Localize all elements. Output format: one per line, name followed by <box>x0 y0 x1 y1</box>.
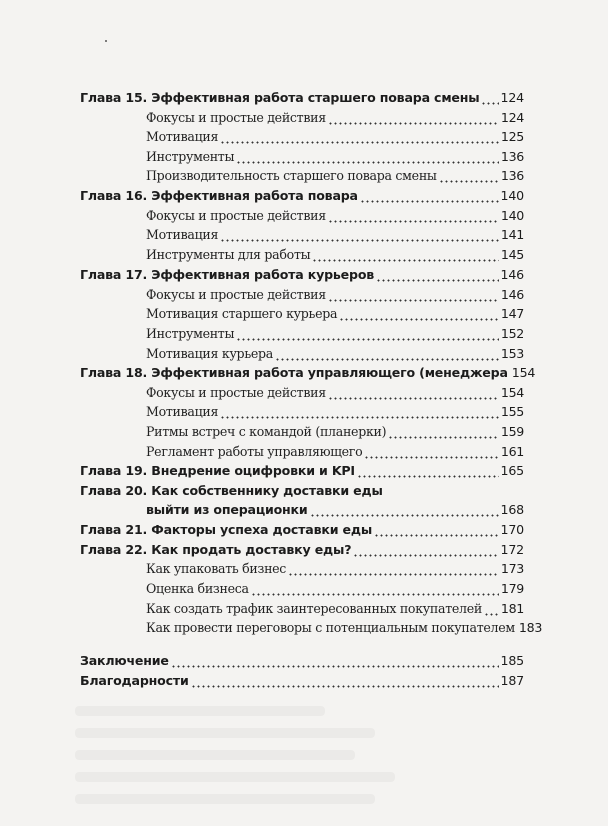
chapter-label: Глава 16. Эффективная работа повара <box>80 188 358 203</box>
toc-section[interactable] <box>146 108 524 128</box>
section-label: Регламент работы управляющего <box>146 444 363 459</box>
toc-section[interactable] <box>146 559 524 579</box>
toc-section[interactable] <box>146 166 524 186</box>
dot-leader <box>328 291 499 302</box>
section-label: Мотивация старшего курьера <box>146 306 338 321</box>
page-number: 153 <box>500 346 524 361</box>
section-label: Мотивация <box>146 129 219 144</box>
toc-section[interactable] <box>146 599 524 619</box>
dot-leader <box>376 271 499 282</box>
toc-section[interactable] <box>146 402 524 422</box>
toc-section[interactable] <box>146 225 524 245</box>
dot-leader <box>339 310 499 321</box>
chapter-label: Глава 20. Как собственнику доставки еды <box>80 483 383 498</box>
dot-leader <box>360 192 499 203</box>
page-number: 147 <box>500 306 524 321</box>
section-label: Ритмы встреч с командой (планерки) <box>146 424 387 439</box>
chapter-label-continued: выйти из операционки <box>146 502 308 517</box>
toc-chapter-20-line1[interactable] <box>80 481 524 501</box>
toc-section[interactable] <box>146 324 524 344</box>
toc-section[interactable] <box>146 206 524 226</box>
toc-chapter-19[interactable] <box>80 461 524 481</box>
section-label: Фокусы и простые действия <box>146 110 326 125</box>
toc-section[interactable] <box>146 304 524 324</box>
page-number: 165 <box>500 463 524 478</box>
chapter-label: Глава 22. Как продать доставку еды? <box>80 542 352 557</box>
toc-section[interactable] <box>146 285 524 305</box>
section-label: Инструменты <box>146 326 235 341</box>
dot-leader <box>357 467 499 478</box>
page-number: 185 <box>500 653 524 668</box>
toc-section[interactable] <box>146 383 524 403</box>
section-label: Мотивация <box>146 227 219 242</box>
chapter-label: Глава 18. Эффективная работа управляющего (менеджера <box>80 365 508 380</box>
page-number: 179 <box>500 581 524 596</box>
page-number: 136 <box>500 168 524 183</box>
show-through-line <box>75 772 395 782</box>
dot-leader <box>484 605 499 616</box>
toc-chapter-16[interactable] <box>80 186 524 206</box>
page-number: 155 <box>500 404 524 419</box>
page-number: 181 <box>500 601 524 616</box>
page-number: 161 <box>500 444 524 459</box>
page-number: 136 <box>500 149 524 164</box>
section-label: Мотивация <box>146 404 219 419</box>
show-through-line <box>75 794 375 804</box>
dot-leader <box>191 677 499 688</box>
chapter-label: Глава 17. Эффективная работа курьеров <box>80 267 375 282</box>
toc-conclusion[interactable] <box>80 651 524 671</box>
page-number: 170 <box>500 522 524 537</box>
toc-chapter-21[interactable] <box>80 520 524 540</box>
dot-leader <box>220 408 499 419</box>
show-through-line <box>75 728 375 738</box>
show-through-line <box>75 706 325 716</box>
toc-section[interactable] <box>146 147 524 167</box>
dot-leader <box>236 330 499 341</box>
page-number: 141 <box>500 227 524 242</box>
page-number: 146 <box>500 267 524 282</box>
toc-section[interactable] <box>146 422 524 442</box>
section-label: Фокусы и простые действия <box>146 385 326 400</box>
dot-leader <box>251 585 499 596</box>
page-number: 140 <box>500 188 524 203</box>
section-label: Оценка бизнеса <box>146 581 249 596</box>
page-number: 187 <box>500 673 524 688</box>
dot-leader <box>328 114 499 125</box>
dot-leader <box>275 350 499 361</box>
page-number: 154 <box>511 365 536 380</box>
dot-leader <box>236 153 499 164</box>
dot-leader <box>312 251 499 262</box>
page-number: 124 <box>500 90 524 105</box>
dot-leader <box>374 526 499 537</box>
dot-leader <box>288 565 499 576</box>
dot-leader <box>220 231 499 242</box>
dot-leader <box>220 133 499 144</box>
toc-section[interactable] <box>146 618 543 638</box>
toc-acknowledgements[interactable] <box>80 671 524 691</box>
chapter-label: Глава 21. Факторы успеха доставки еды <box>80 522 373 537</box>
page-number: 172 <box>500 542 524 557</box>
page-number: 140 <box>500 208 524 223</box>
toc-section[interactable] <box>146 442 524 462</box>
toc-chapter-18[interactable] <box>80 363 536 383</box>
page-number: 145 <box>500 247 524 262</box>
dot-leader <box>171 657 499 668</box>
toc-chapter-17[interactable] <box>80 265 524 285</box>
show-through-line <box>75 750 355 760</box>
toc-section[interactable] <box>146 344 524 364</box>
toc-section[interactable] <box>146 245 524 265</box>
chapter-label: Глава 15. Эффективная работа старшего повара смены <box>80 90 480 105</box>
toc-chapter-22[interactable] <box>80 540 524 560</box>
section-label: Как упаковать бизнес <box>146 561 287 576</box>
dot-leader <box>439 172 499 183</box>
section-label: Фокусы и простые действия <box>146 208 326 223</box>
section-label: Как создать трафик заинтересованных покупателей <box>146 601 482 616</box>
page-number: 124 <box>500 110 524 125</box>
toc-section[interactable] <box>146 579 524 599</box>
dot-leader <box>328 212 499 223</box>
page-number: 154 <box>500 385 524 400</box>
section-label: Как провести переговоры с потенциальным покупателем <box>146 620 515 635</box>
dot-leader <box>310 506 499 517</box>
page-number: 168 <box>500 502 524 517</box>
page-number: 146 <box>500 287 524 302</box>
dot-leader <box>364 448 498 459</box>
print-speck <box>105 40 107 42</box>
toc-section[interactable] <box>146 127 524 147</box>
section-label: Производительность старшего повара смены <box>146 168 437 183</box>
toc-chapter-20-line2[interactable] <box>146 500 524 520</box>
page-number: 173 <box>500 561 524 576</box>
end-label: Благодарности <box>80 673 189 688</box>
end-label: Заключение <box>80 653 169 668</box>
page-number: 152 <box>500 326 524 341</box>
section-label: Инструменты для работы <box>146 247 311 262</box>
section-label: Мотивация курьера <box>146 346 273 361</box>
chapter-label: Глава 19. Внедрение оцифровки и KPI <box>80 463 355 478</box>
dot-leader <box>481 94 498 105</box>
dot-leader <box>328 389 499 400</box>
section-label: Инструменты <box>146 149 235 164</box>
toc-chapter-15[interactable] <box>80 88 524 108</box>
dot-leader <box>388 428 499 439</box>
page-number: 159 <box>500 424 524 439</box>
section-label: Фокусы и простые действия <box>146 287 326 302</box>
page-number: 183 <box>518 620 543 635</box>
dot-leader <box>353 546 498 557</box>
page-number: 125 <box>500 129 524 144</box>
